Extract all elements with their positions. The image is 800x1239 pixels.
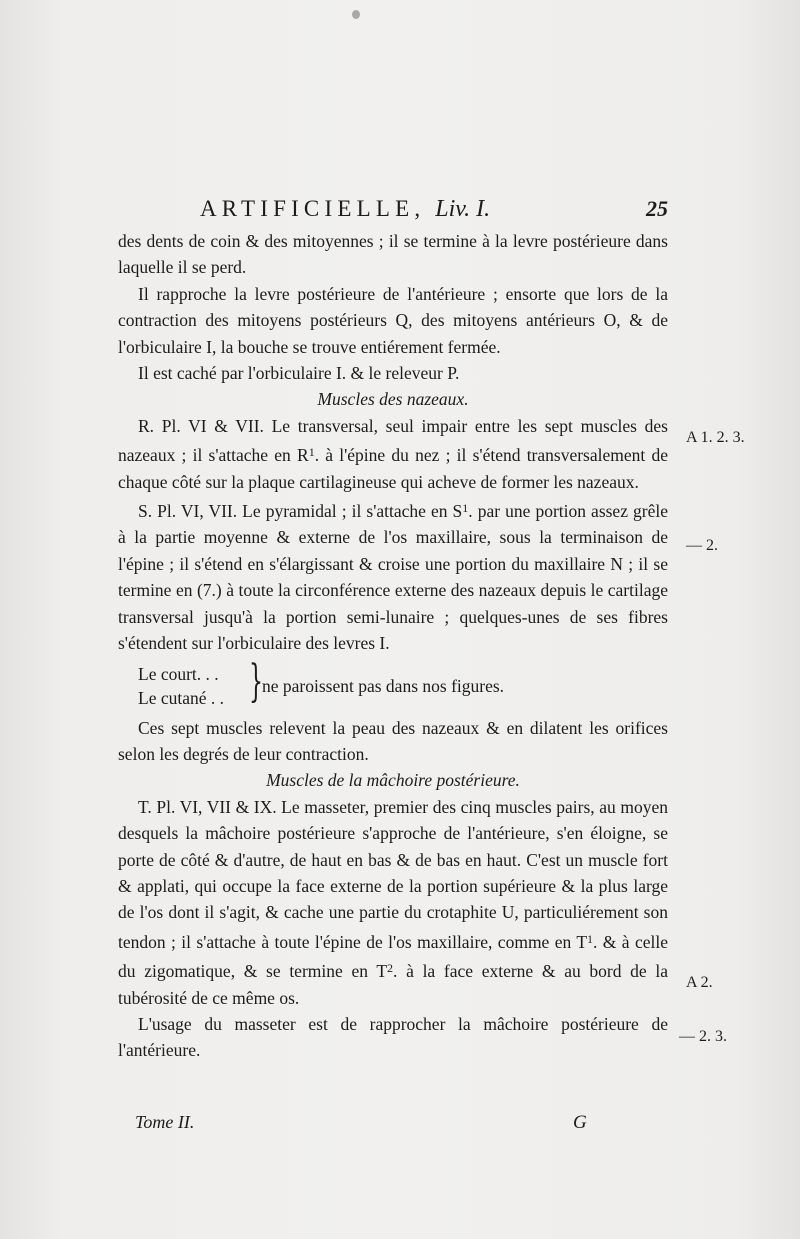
muscle-cutane: Le cutané . . xyxy=(138,687,224,708)
running-header xyxy=(200,196,680,226)
page-number: 25 xyxy=(646,196,668,221)
paragraph-usage: L'usage du masseter est de rapprocher la mâchoire postérieure de l'antérieure. xyxy=(118,1013,668,1061)
paragraph-t xyxy=(118,794,668,1011)
paragraph-t-superscript-1: 1 xyxy=(587,931,594,946)
book-number: Liv. I. xyxy=(435,196,491,222)
paragraph-1: des dents de coin & des mitoyennes ; il se termine à la levre postérieure dans laquelle il se perd. xyxy=(118,231,668,278)
paragraph-t-text-a: T. Pl. VI, VII & IX. Le masseter, premier des cinq muscles pairs, au moyen desquels la mâchoire postérieure s'approche de l'antérieure, s'en éloigne, se porte de côté & d'autre, de haut en bas & de bas en haut. C'est un muscle fort & applati, qui occupe la face externe de la portion supérieure & la plus large de l'os dont il s'agit, & cache une partie du crotaphite U, particuliérement son tendon ; il s'attache à toute l'épine de l'os maxillaire, comme en T xyxy=(118,796,668,952)
paragraph-r-text-b: . à l'épine du nez ; il s'étend transversalement de chaque côté sur la plaque cartilagineuse qui acheve de former les nazeaux. xyxy=(118,445,668,492)
page-body xyxy=(118,228,668,1064)
paragraph-t-superscript-2: 2 xyxy=(387,961,394,976)
paragraph-s-text-b: . par une portion assez grêle à la partie moyenne & externe de l'os maxillaire, sous la terminaison de l'épine ; il s'étend en s'élargissant & croise une portion du maxillaire N ; il se termine en (7.) à toute la circonférence externe des nazeaux depuis le cartilage transversal jusqu'à la portion semi-lunaire ; quelques-unes de ses fibres s'étendent sur l'orbiculaire des levres I. xyxy=(118,501,669,654)
section-heading-machoire: Muscles de la mâchoire postérieure. xyxy=(266,770,520,791)
paragraph-r-text-a: R. Pl. VI & VII. Le transversal, seul impair entre les sept muscles des nazeaux ; il s'attache en R xyxy=(118,415,668,466)
paragraph-t-text-b: . & à celle du zigomatique, & se termine en T xyxy=(118,931,668,982)
paragraph-s-text-a: S. Pl. VI, VII. Le pyramidal ; il s'attache en S xyxy=(138,501,463,522)
ink-spot xyxy=(352,10,360,19)
paragraph-t-text-c: . à la face externe & au bord de la tubérosité de ce même os. xyxy=(118,961,668,1008)
page-footer xyxy=(135,1112,595,1133)
margin-note-4: — 2. 3. xyxy=(679,1028,727,1045)
margin-note-3: A 2. xyxy=(686,974,713,991)
running-title: ARTIFICIELLE, xyxy=(200,196,426,221)
paragraph-s-superscript: 1 xyxy=(462,501,469,516)
section-heading-nazeaux: Muscles des nazeaux. xyxy=(317,389,469,410)
brace-group xyxy=(118,655,668,715)
paragraph-3: Il est caché par l'orbiculaire I. & le releveur P. xyxy=(138,363,460,384)
paragraph-2: Il rapproche la levre postérieure de l'antérieure ; ensorte que lors de la contraction des mitoyens postérieurs Q, des mitoyens antérieurs O, & de l'orbiculaire I, la bouche se trouve entiérement fermée. xyxy=(118,283,668,357)
paragraph-r xyxy=(118,413,668,495)
tome-label: Tome II. xyxy=(135,1112,195,1132)
signature-mark: G xyxy=(573,1112,587,1133)
paragraph-sept: Ces sept muscles relevent la peau des nazeaux & en dilatent les orifices selon les degrés de leur contraction. xyxy=(118,717,668,764)
brace-icon: } xyxy=(249,655,263,707)
paragraph-r-superscript: 1 xyxy=(308,445,315,460)
margin-note-2: — 2. xyxy=(686,537,718,554)
margin-note-1: A 1. 2. 3. xyxy=(686,429,745,446)
paragraph-s xyxy=(118,495,668,656)
brace-text: ne paroissent pas dans nos figures. xyxy=(262,675,505,696)
muscle-court: Le court. . . xyxy=(138,663,219,684)
